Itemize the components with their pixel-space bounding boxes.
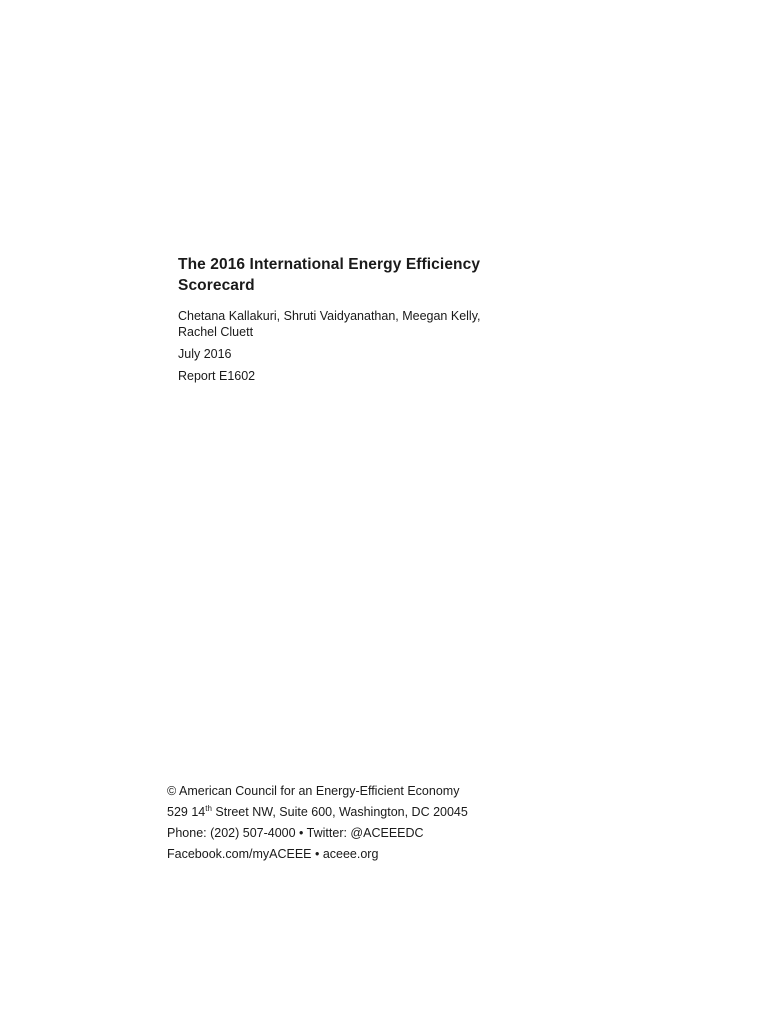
report-number: Report E1602 — [178, 369, 256, 383]
copyright-line: © American Council for an Energy-Efficient Economy — [167, 784, 460, 798]
ordinal-suffix: th — [205, 804, 212, 813]
publisher-footer — [167, 781, 468, 865]
address-line — [167, 802, 468, 823]
report-date: July 2016 — [178, 347, 232, 361]
report-title: The 2016 International Energy Efficiency Scorecard — [178, 256, 481, 294]
contact-line: Phone: (202) 507-4000 • Twitter: @ACEEEDC — [167, 826, 424, 840]
address-rest: Street NW, Suite 600, Washington, DC 20045 — [211, 805, 468, 819]
address-street-number: 529 14 — [167, 805, 206, 819]
title-block — [178, 254, 518, 384]
report-authors: Chetana Kallakuri, Shruti Vaidyanathan, Meegan Kelly, Rachel Cluett — [178, 309, 481, 339]
web-line: Facebook.com/myACEEE • aceee.org — [167, 847, 379, 861]
